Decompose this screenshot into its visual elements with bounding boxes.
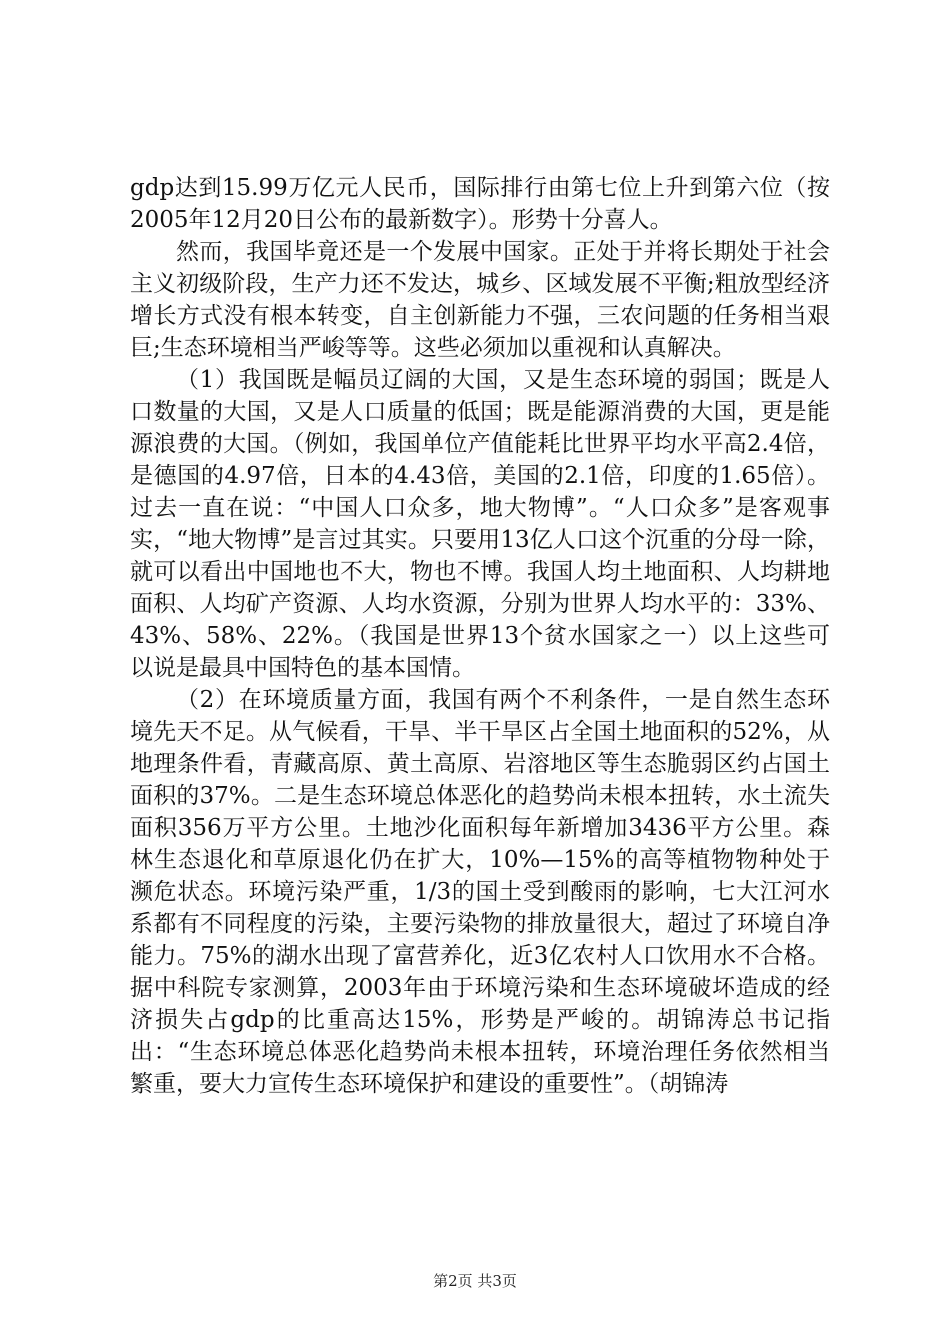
paragraph-gdp-continuation: gdp达到15.99万亿元人民币，国际排行由第七位上升到第六位（按2005年12月20日公布的最新数字）。形势十分喜人。 [130,175,830,233]
paragraph-developing-country: 然而，我国毕竟还是一个发展中国家。正处于并将长期处于社会主义初级阶段，生产力还不发达，城乡、区域发展不平衡;粗放型经济增长方式没有根本转变，自主创新能力不强，三农问题的任务相当艰巨;生态环境相当严峻等等。这些必须加以重视和认真解决。 [130,239,830,361]
document-body [130,172,830,1100]
page-footer: 第2页 共3页 [433,1272,517,1290]
paragraph-national-conditions: （1）我国既是幅员辽阔的大国，又是生态环境的弱国；既是人口数量的大国，又是人口质量的低国；既是能源消费的大国，更是能源浪费的大国。（例如，我国单位产值能耗比世界平均水平高2.4倍，是德国的4.97倍，日本的4.43倍，美国的2.1倍，印度的1.65倍）。过去一直在说：“中国人口众多，地大物博”。“人口众多”是客观事实，“地大物博”是言过其实。只要用13亿人口这个沉重的分母一除，就可以看出中国地也不大，物也不博。我国人均土地面积、人均耕地面积、人均矿产资源、人均水资源，分别为世界人均水平的：33%、43%、58%、22%。（我国是世界13个贫水国家之一）以上这些可以说是最具中国特色的基本国情。 [130,367,830,681]
paragraph-environment-quality: （2）在环境质量方面，我国有两个不利条件，一是自然生态环境先天不足。从气候看，干旱、半干旱区占全国土地面积的52%，从地理条件看，青藏高原、黄土高原、岩溶地区等生态脆弱区约占国土面积的37%。二是生态环境总体恶化的趋势尚未根本扭转，水土流失面积356万平方公里。土地沙化面积每年新增加3436平方公里。森林生态退化和草原退化仍在扩大，10%—15%的高等植物物种处于濒危状态。环境污染严重，1/3的国土受到酸雨的影响，七大江河水系都有不同程度的污染，主要污染物的排放量很大，超过了环境自净能力。75%的湖水出现了富营养化，近3亿农村人口饮用水不合格。据中科院专家测算，2003年由于环境污染和生态环境破坏造成的经济损失占gdp的比重高达15%，形势是严峻的。胡锦涛总书记指出：“生态环境总体恶化趋势尚未根本扭转，环境治理任务依然相当繁重，要大力宣传生态环境保护和建设的重要性”。（胡锦涛 [130,687,830,1097]
